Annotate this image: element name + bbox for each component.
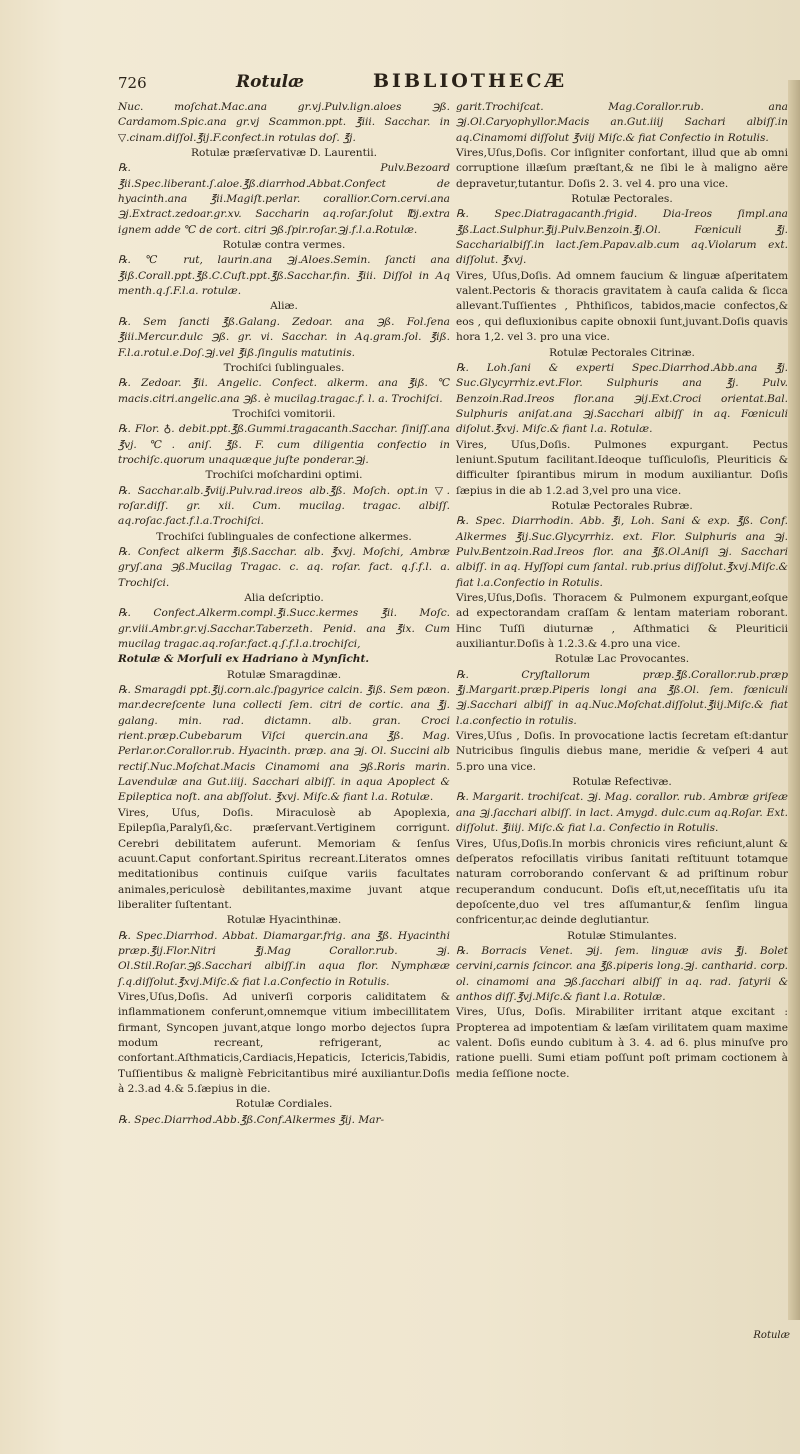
catchword: Rotulæ xyxy=(753,1330,790,1341)
paragraph: ℞. Flor. ♁. debit.ppt.℥ß.Gummi.tragacanth.Sacchar. ſiniſſ.ana ℥vj. ℃. aniſ. ℥ß. F. cum diligentia confectio in trochiſc.quorum unaquæque juſte ponderar.℈j. xyxy=(118,423,450,466)
paragraph: Vires,Uſus,Doſis. Cor inſigniter confortant, illud que ab omni corruptione illæſum præſtant,& ne ſibi le à maligno aëre depravetur,tutantur. Doſis 2. 3. vel 4. pro una vice. xyxy=(456,147,788,190)
section-heading: Rotulæ Refectivæ. xyxy=(572,776,672,789)
paragraph: ℞. Cryſtallorum præp.℥ß.Corallor.rub.præp ℥j.Margarit.præp.Piperis longi ana ℥ß.Ol. ſem. fœniculi ℈j.Sacchari albiſſ in aq.Nuc.Moſchat.diſſolut.℥iij.Miſc.& fiat l.a.confectio in rotulis. xyxy=(456,668,788,727)
section-heading: Rotulæ Lac Provocantes. xyxy=(554,653,690,666)
paragraph: Vires, Uſus,Doſis. Ad omnem faucium & linguæ aſperitatem valent.Pectoris & thoracis gravitatem à cauſa calida & ſicca allevant.Tuſſientes , Phthiſicos, tabidos,macie confectos,& eos , qui defluxionibus capite obnoxii ſunt,juvant.Doſis quavis hora 1,2. vel 3. pro una vice. xyxy=(456,269,788,344)
paragraph: ℞. Confect.Alkerm.compl.℥i.Succ.kermes ℥ii. Moſc. gr.viii.Ambr.gr.vj.Sacchar.Taberzeth. Penid. ana ℥ix. Cum mucilag tragac.aq.roſar.fact.q.ſ.f.l.a.trochiſci, xyxy=(118,607,450,651)
paragraph: ℞. Margarit. trochiſcat. ℈j. Mag. corallor. rub. Ambræ griſeæ ana ℈j.ſacchari albiſſ. in lact. Amygd. dulc.cum aq.Roſar. Ext. diſſolut. ℥iiij. Miſc.& fiat l.a. Confectio in Rotulis. xyxy=(456,791,788,835)
left-column xyxy=(118,100,450,1128)
section-heading: Rotulæ Hyacinthinæ. xyxy=(226,914,342,927)
section-heading: Rotulæ præſervativæ D. Laurentii. xyxy=(190,147,378,160)
section-heading: Rotulæ Pectorales Citrinæ. xyxy=(549,346,695,359)
paragraph: Vires,Uſus,Doſis. Ad univerſi corporis caliditatem & inflammationem conferunt,omnemque vitium imbecillitatem firmant, Syncopen juvant,atque longo morbo dejectos ſupra modum recreant, refrigerant, ac confortant.Aſthmaticis,Cardiacis,Hepaticis, Ictericis,Tabidis, Tuſſientibus & malignè Febricitantibus miré auxiliantur.Doſis à 2.3.ad 4.& 5.ſæpius in die. xyxy=(118,990,450,1095)
section-heading: Rotulæ Pectorales Rubræ. xyxy=(551,499,693,512)
paragraph: ℞. Sacchar.alb.℥viij.Pulv.rad.ireos alb.℥ß. Moſch. opt.in ▽. roſar.diſſ. gr. xii. Cum. mucilag. tragac. albiſſ. aq.roſac.fact.f.l.a.Trochiſci. xyxy=(118,484,450,528)
paragraph: Vires, Uſus,Doſis. Pulmones expurgant. Pectus leniunt.Sputum facilitant.Ideoque tuſſiculoſis, Pleuriticis & difficulter ſpirantibus mirum in modum auxiliantur. Doſis ſæpius in die ab 1.2.ad 3,vel pro una vice. xyxy=(456,438,788,497)
paragraph: ℞. Confect alkerm ℥iß.Sacchar. alb. ℥xvj. Moſchi, Ambræ gryſ.ana ℈ß.Mucilag Tragac. c. aq. roſar. fact. q.ſ.f.l. a. Trochiſci. xyxy=(118,545,450,589)
paragraph: ℞. Sem ſancti ℥ß.Galang. Zedoar. ana ℈ß. Fol.ſena ℥iii.Mercur.dulc ℈ß. gr. vi. Sacchar. in Aq.gram.ſol. ℥iß. F.l.a.rotul.e.Doſ.℈j.vel ℥iß.ſingulis matutinis. xyxy=(118,315,450,359)
section-heading: Rotulæ Cordiales. xyxy=(235,1098,333,1111)
paragraph: ℞. Pulv.Bezoard ℥ii.Spec.liberant.ſ.aloe.℥ß.diarrhod.Abbat.Confect de hyacinth.ana ℥ii.Magiſt.perlar. corallior.Corn.cervi.ana ℈j.Extract.zedoar.gr.xv. Saccharin aq.roſar.ſolut ℔j.extra ignem adde ℃ de cort. citri ℈ß.ſpir.roſar.℈j.f.l.a.Rotulæ. xyxy=(118,162,450,236)
paragraph: ℞. Loh.ſani & experti Spec.Diarrhod.Abb.ana ℥j. Suc.Glycyrrhiz.evt.Flor. Sulphuris ana ℥j. Pulv. Benzoin.Rad.Ireos flor.ana ℈ij.Ext.Croci orientat.Bal. Sulphuris aniſat.ana ℈j.Sacchari albiſſ in aq. Fœniculi diſolut.℥xvj. Miſc.& fiant l.a. Rotulæ. xyxy=(456,361,788,436)
paragraph: Vires,Uſus , Doſis. In provocatione lactis ſecretam eſt:dantur Nutricibus ſingulis diebus mane, meridie & veſperi 4 aut 5.pro una vice. xyxy=(456,730,788,773)
paragraph: ℞. Smaragdi ppt.℥ij.corn.alc.ſpagyrice calcin. ℥iß. Sem pæon. mar.decreſcente luna collecti ſem. citri de cortic. ana ℥j. galang. min. rad. dictamn. alb. gran. Croci rient.præp.Cubebarum Viſci quercin.ana ℥ß. Mag. Perlar.or.Corallor.rub. Hyacinth. præp. ana ℈j. Ol. Succini alb rectiſ.Nuc.Moſchat.Macis Cinamomi ana ℈ß.Roris marin. Lavendulæ ana Gut.iiij. Sacchari albiſſ. in aqua Apoplect & Epileptica noſt. ana abſſolut. ℥xvj. Miſc.& fiant l.a. Rotulæ. xyxy=(118,684,450,804)
section-title: BIBLIOTHECÆ xyxy=(373,70,568,92)
page-number: 726 xyxy=(118,74,147,92)
section-heading: Aliæ. xyxy=(270,300,298,313)
paragraph: ℞. Spec.Diarrhod.Abb.℥ß.Conf.Alkermes ℥ij. Mar- xyxy=(118,1113,385,1126)
section-heading: Rotulæ Smaragdinæ. xyxy=(226,668,342,681)
chapter-heading: Rotulæ & Morſuli ex Hadriano à Mynſicht. xyxy=(118,653,370,666)
paragraph: Vires, Uſus, Doſis. Mirabiliter irritant atque excitant : Propterea ad impotentiam & læſam virilitatem quam maxime valent. Doſis eundo cubitum à 3. 4. ad 6. plus minuſve pro ratione puelli. Sumi etiam poſſunt poſt primam coctionem à media ſeſſione nocte. xyxy=(456,1006,788,1080)
paragraph: ℞. Spec. Diarrhodin. Abb. ℥i, Loh. Sani & exp. ℥ß. Conf. Alkermes ℥ij.Suc.Glycyrrhiz. ext. Flor. Sulphuris ana ℈j. Pulv.Bentzoin.Rad.Ireos flor. ana ℥ß.Ol.Aniſi ℈j. Sacchari albiſſ. in aq. Hyſſopi cum ſantal. rub.prius diſſolut.℥xvj.Miſc.& fiat l.a.Confectio in Rotulis. xyxy=(456,515,788,589)
paragraph: ℞. Spec.Diarrhod. Abbat. Diamargar.frig. ana ℥ß. Hyacinthi præp.℥ij.Flor.Nitri ℥j.Mag Corallor.rub. ℈j. Ol.Stil.Roſar.℈ß.Sacchari albiſſ.in aqua flor. Nymphææ ſ.q.diſſolut.℥xvj.Miſc.& fiat l.a.Confectio in Rotulis. xyxy=(118,929,450,988)
paragraph: ℞. Zedoar. ℥ii. Angelic. Confect. alkerm. ana ℥iß. ℃ macis.citri.angelic.ana ℈ß. è mucilag.tragac.f. l. a. Trochiſci. xyxy=(118,377,450,405)
section-heading: Trochiſci moſchardini optimi. xyxy=(205,469,363,482)
section-heading: Trochiſci ſublinguales. xyxy=(223,361,345,374)
section-heading: Rotulæ Pectorales. xyxy=(571,193,673,206)
right-column xyxy=(456,100,788,1082)
section-heading: Rotulæ Stimulantes. xyxy=(567,929,677,942)
section-heading: Trochiſci vomitorii. xyxy=(232,407,336,420)
section-heading: Alia deſcriptio. xyxy=(244,592,324,604)
page-header xyxy=(118,70,786,98)
page-edge-shadow xyxy=(788,80,800,1320)
running-title: Rotulæ xyxy=(236,72,304,92)
section-heading: Rotulæ contra vermes. xyxy=(222,239,346,252)
paragraph: garit.Trochiſcat. Mag.Corallor.rub. ana ℈j.Ol.Caryophyllor.Macis an.Gut.iiij Sachari albiſſ.in aq.Cinamomi diſſolut ℥viij Miſc.& fiat Confectio in Rotulis. xyxy=(456,101,788,144)
paragraph: Vires, Uſus, Doſis. Miraculosè ab Apoplexia, Epilepſia,Paralyſi,&c. præſervant.Vertiginem corrigunt. Cerebri debilitatem auferunt. Memoriam & ſenſus acuunt.Caput confortant.Spiritus recreant.Literatos omnes meditationibus continuis cuiſque variis facultates animales,periculosè debilitantes,maxime juvant atque liberaliter ſuſtentant. xyxy=(118,806,450,911)
paragraph: Vires, Uſus,Doſis.In morbis chronicis vires reficiunt,alunt & deſperatos refocillatis viribus ſanitati reſtituunt totamque naturam corroborando conſervant & ad priſtinum robur recuperandum conducunt. Doſis eſt,ut,neceſſitatis uſu ita depoſcente,duo vel tres aſſumantur,& ſenſim lingua confricentur,ac deinde deglutiantur. xyxy=(456,837,788,927)
paragraph: Nuc. moſchat.Mac.ana gr.vj.Pulv.lign.aloes ℈ß. Cardamom.Spic.ana gr.vj Scammon.ppt. ℥iii. Sacchar. in ▽.cinam.diſſol.℥ij.F.confect.in rotulas doſ. ℥j. xyxy=(118,101,450,144)
paragraph: Vires,Uſus,Doſis. Thoracem & Pulmonem expurgant,eoſque ad expectorandam craſſam & lentam materiam roborant. Hinc Tuſſi diuturnæ , Aſthmatici & Pleuriticii auxiliantur.Doſis à 1.2.3.& 4.pro una vice. xyxy=(456,592,788,651)
paragraph: ℞. Spec.Diatragacanth.frigid. Dia-Ireos ſimpl.ana ℥ß.Lact.Sulphur.℥ij.Pulv.Benzoin.℥j.Ol. Fœniculi ℥j. Saccharialbiſſ.in lact.ſem.Papav.alb.cum aq.Violarum ext. diſſolut. ℥xvj. xyxy=(456,208,788,267)
paragraph: ℞. Borracis Venet. ℈ij. ſem. linguæ avis ℥j. Bolet cervini,carnis ſcincor. ana ℥ß.piperis long.℈j. cantharid. corp. ol. cinamomi ana ℈ß.ſacchari albiſſ in aq. rad. ſatyrii & anthos diſſ.℥vj.Miſc.& fiant l.a. Rotulæ. xyxy=(456,944,788,1003)
paragraph: ℞. ℃ rut, laurin.ana ℈j.Aloes.Semin. ſancti ana ℥iß.Corall.ppt.℥ß.C.Cuſt.ppt.℥ß.Sacchar.fin. ℥iii. Diſſol in Aq menth.q.ſ.F.l.a. rotulæ. xyxy=(118,254,450,298)
section-heading: Trochiſci ſublinguales de confectione alkermes. xyxy=(156,530,412,543)
